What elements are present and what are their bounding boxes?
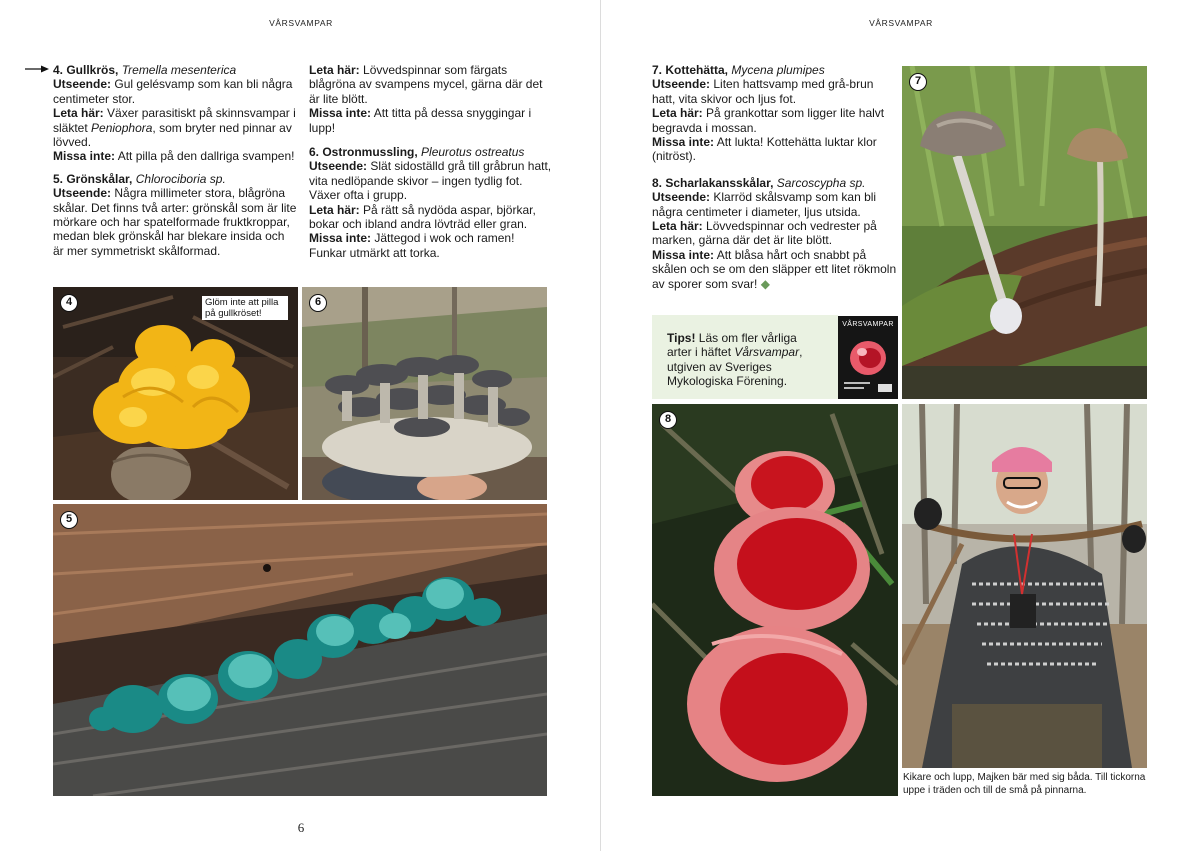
photo-badge: 5 xyxy=(60,511,78,529)
photo-gullkros xyxy=(53,287,298,500)
entry-ostronmussling xyxy=(309,145,552,260)
label-where: Leta här: xyxy=(53,106,104,121)
tips-text xyxy=(667,331,817,389)
entry-dont-miss: Att lukta! Kottehätta luktar klor (nitröst). xyxy=(652,135,877,164)
entry-where: Växer parasitiskt på skinnsvampar i släktet xyxy=(53,106,296,135)
entry-dont-miss: Att blåsa hårt och snabbt på skålen och se om den släpper ett litet rökmoln av sporer som svar! xyxy=(652,247,897,291)
photo-badge: 4 xyxy=(60,294,78,312)
entry-where: På grankottar som ligger lite halvt begravda i mossan. xyxy=(652,106,885,135)
label-appearance: Utseende: xyxy=(53,77,112,92)
photo-badge: 7 xyxy=(909,73,927,91)
label-dont-miss: Missa inte: xyxy=(53,149,116,164)
entry-gronskalar-cont xyxy=(309,63,552,135)
photo-scharlakansskalar xyxy=(652,404,898,796)
label-where: Leta här: xyxy=(309,202,360,217)
photo-gronskalar xyxy=(53,504,547,796)
page-number: 6 xyxy=(297,820,305,835)
entry-scharlakansskalar xyxy=(652,176,898,291)
entry-latin: Chlorociboria sp. xyxy=(135,171,226,186)
left-column-2 xyxy=(309,63,552,268)
label-where: Leta här: xyxy=(652,106,703,121)
booklet-cover-image xyxy=(838,316,898,399)
entry-heading: 7. Kottehätta, xyxy=(652,63,729,77)
entry-where-rest: , som bryter ned pinnar av lövved. xyxy=(53,120,292,150)
entry-where: Lövvedspinnar och vedrester på marken, gärna där det är lite blött. xyxy=(652,219,877,248)
entry-where: Lövvedspinnar som färgats blågröna av svampens mycel, gärna där det är lite blött. xyxy=(309,63,543,106)
oyster-mushroom-image xyxy=(302,287,547,500)
label-dont-miss: Missa inte: xyxy=(309,106,372,121)
end-diamond-icon: ◆ xyxy=(760,276,770,291)
entry-gullkros xyxy=(53,63,298,164)
entry-heading: 8. Scharlakansskålar, xyxy=(652,175,774,190)
tips-box xyxy=(652,315,838,399)
right-column-1 xyxy=(652,63,898,299)
entry-latin: Tremella mesenterica xyxy=(121,63,237,77)
label-where: Leta här: xyxy=(309,63,360,77)
right-page xyxy=(601,0,1200,851)
entry-where-latin: Peniophora xyxy=(91,120,153,135)
label-dont-miss: Missa inte: xyxy=(309,231,372,246)
entry-appearance: Klarröd skålsvamp som kan bli några centimeter i diameter, ljus utsida. xyxy=(652,190,877,219)
left-column-1 xyxy=(53,63,298,266)
entry-latin: Mycena plumipes xyxy=(731,63,825,77)
photo-majken xyxy=(902,404,1147,768)
entry-appearance: Slät sidoställd grå till gråbrun hatt, vita nedlöpande skivor – ingen tydlig fot. Växer ofta i grupp. xyxy=(309,159,552,203)
entry-dont-miss: Att titta på dessa snyggingar i lupp! xyxy=(309,106,532,135)
label-appearance: Utseende: xyxy=(652,77,711,92)
booklet-cover xyxy=(838,316,898,399)
running-head: VÅRSVAMPAR xyxy=(869,18,933,28)
label-dont-miss: Missa inte: xyxy=(652,135,715,150)
entry-kottehatta xyxy=(652,63,898,164)
tips-body-rest: , utgiven av Sveriges Mykologiska Förening. xyxy=(667,345,803,389)
photo-kottehatta xyxy=(902,66,1147,399)
entry-dont-miss: Att pilla på den dallriga svampen! xyxy=(117,149,295,164)
green-cup-fungi-image xyxy=(53,504,547,796)
person-with-binoculars-image xyxy=(902,404,1147,768)
label-dont-miss: Missa inte: xyxy=(652,247,715,262)
label-appearance: Utseende: xyxy=(309,159,368,174)
label-appearance: Utseende: xyxy=(652,190,711,205)
photo-caption: Kikare och lupp, Majken bär med sig båda. Till tickorna uppe i träden och till de små på pinnarna. xyxy=(903,772,1146,796)
entry-latin: Pleurotus ostreatus xyxy=(421,145,525,160)
entry-appearance: Gul gelésvamp som kan bli några centimeter stor. xyxy=(53,77,293,106)
label-appearance: Utseende: xyxy=(53,186,112,201)
entry-dont-miss: Jättegod i wok och ramen! Funkar utmärkt att torka. xyxy=(309,231,515,260)
entry-heading: 6. Ostronmussling, xyxy=(309,145,418,160)
running-head: VÅRSVAMPAR xyxy=(269,18,333,28)
photo-badge: 8 xyxy=(659,411,677,429)
photo-ostronmussling xyxy=(302,287,547,500)
tips-body: Läs om fler vårliga arter i häftet xyxy=(667,331,797,360)
arrow-right-icon xyxy=(25,64,49,74)
booklet-title: VÅRSVAMPAR xyxy=(842,321,894,328)
entry-appearance: Liten hattsvamp med grå-brun hatt, vita skivor och ljus fot. xyxy=(652,77,874,106)
photo-badge: 6 xyxy=(309,294,327,312)
entry-gronskalar xyxy=(53,172,298,258)
entry-heading: 4. Gullkrös, xyxy=(53,63,119,77)
photo-callout: Glöm inte att pilla på gullkröset! xyxy=(202,296,288,320)
entry-where: På rätt så nydöda aspar, björkar, bokar och ibland andra lövträd eller gran. xyxy=(309,202,536,232)
label-where: Leta här: xyxy=(652,219,703,234)
entry-latin: Sarcoscypha sp. xyxy=(776,175,866,190)
tips-booklet-name: Vårsvampar xyxy=(734,345,800,360)
entry-appearance: Några millimeter stora, blågröna skålar. Det finns två arter: grönskål som är lite mörkare och har spatelformade fruktkroppar, medan blek grönskål har blekare insida och är mer symmetriskt skålformad. xyxy=(53,186,297,258)
entry-heading: 5. Grönskålar, xyxy=(53,171,133,186)
tips-label: Tips! xyxy=(667,331,696,345)
mycena-mushroom-image xyxy=(902,66,1147,399)
scarlet-cup-fungi-image xyxy=(652,404,898,796)
